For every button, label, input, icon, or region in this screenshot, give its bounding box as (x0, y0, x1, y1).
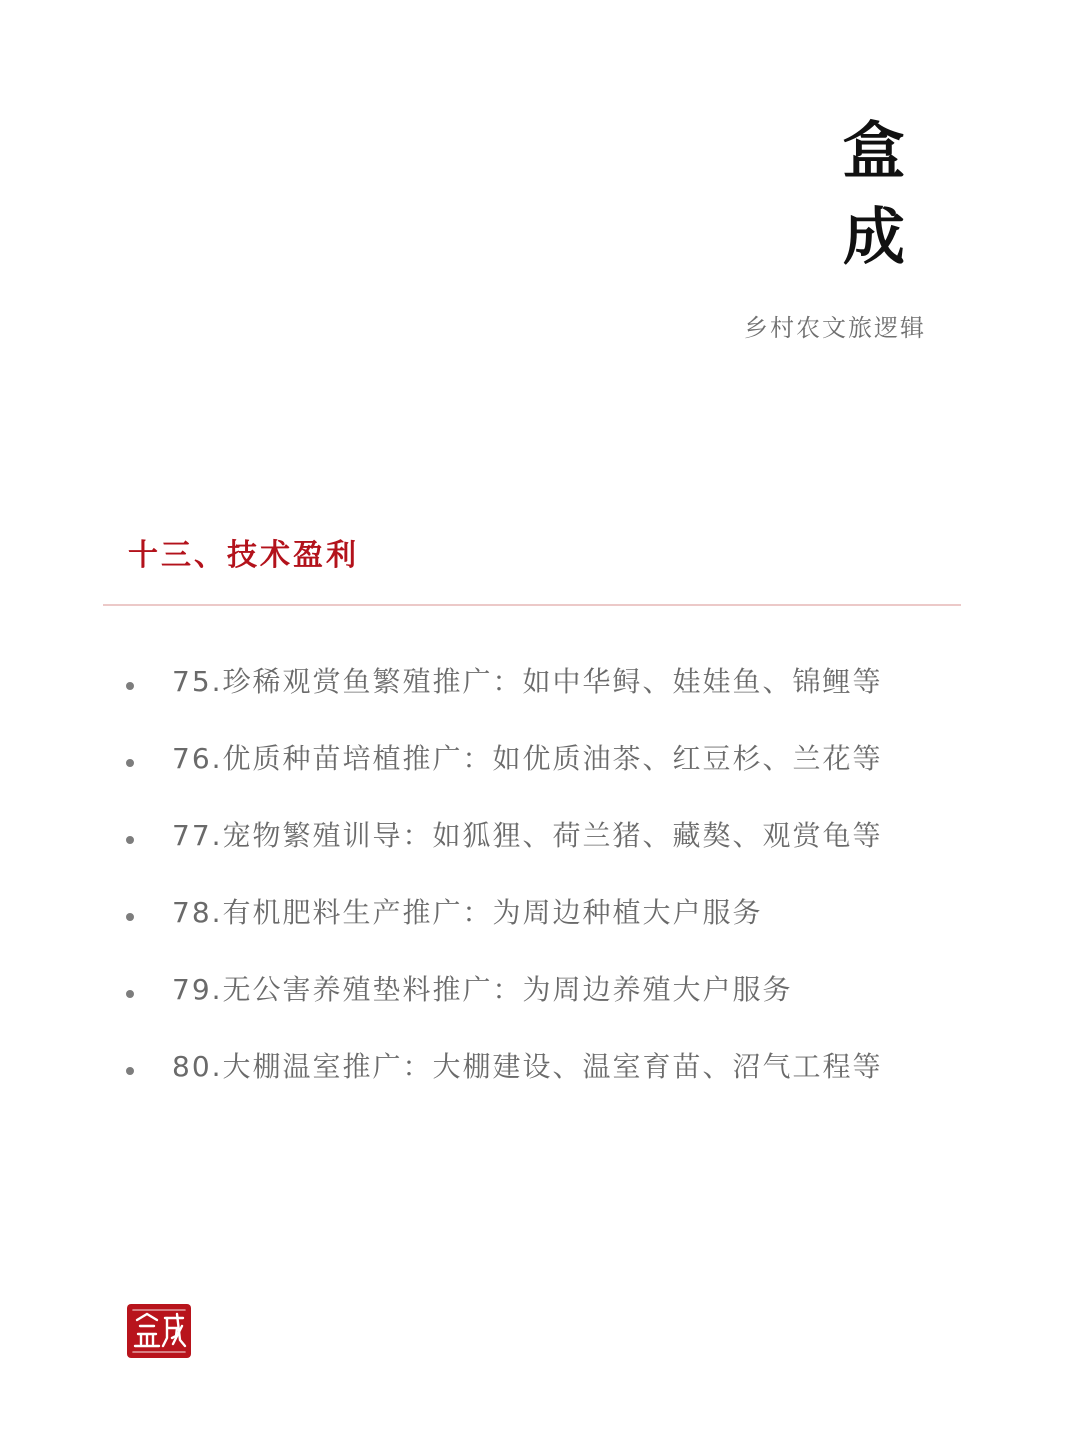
list-item-text: 75.珍稀观赏鱼繁殖推广：如中华鲟、娃娃鱼、锦鲤等 (172, 665, 883, 698)
bullet-icon (126, 990, 134, 998)
seal-stamp-icon (127, 1304, 191, 1358)
list-item-text: 79.无公害养殖垫料推广：为周边养殖大户服务 (172, 973, 793, 1006)
brand-title (834, 108, 914, 280)
brand-subtitle: 乡村农文旅逻辑 (744, 314, 926, 342)
bullet-icon (126, 759, 134, 767)
bullet-icon (126, 836, 134, 844)
item-list (120, 660, 883, 1122)
brand-char-1: 盒 (842, 114, 905, 187)
bullet-icon (126, 1067, 134, 1075)
list-item (120, 968, 883, 1045)
bullet-icon (126, 682, 134, 690)
list-item (120, 1045, 883, 1122)
list-item-text: 76.优质种苗培植推广：如优质油茶、红豆杉、兰花等 (172, 742, 883, 775)
list-item-text: 78.有机肥料生产推广：为周边种植大户服务 (172, 896, 763, 929)
list-item (120, 814, 883, 891)
section-divider (103, 604, 961, 606)
list-item-text: 77.宠物繁殖训导：如狐狸、荷兰猪、藏獒、观赏龟等 (172, 819, 883, 852)
brand-char-2: 成 (842, 200, 905, 273)
list-item (120, 660, 883, 737)
list-item (120, 891, 883, 968)
bullet-icon (126, 913, 134, 921)
list-item (120, 737, 883, 814)
section-title: 十三、技术盈利 (128, 538, 359, 573)
list-item-text: 80.大棚温室推广：大棚建设、温室育苗、沼气工程等 (172, 1050, 883, 1083)
